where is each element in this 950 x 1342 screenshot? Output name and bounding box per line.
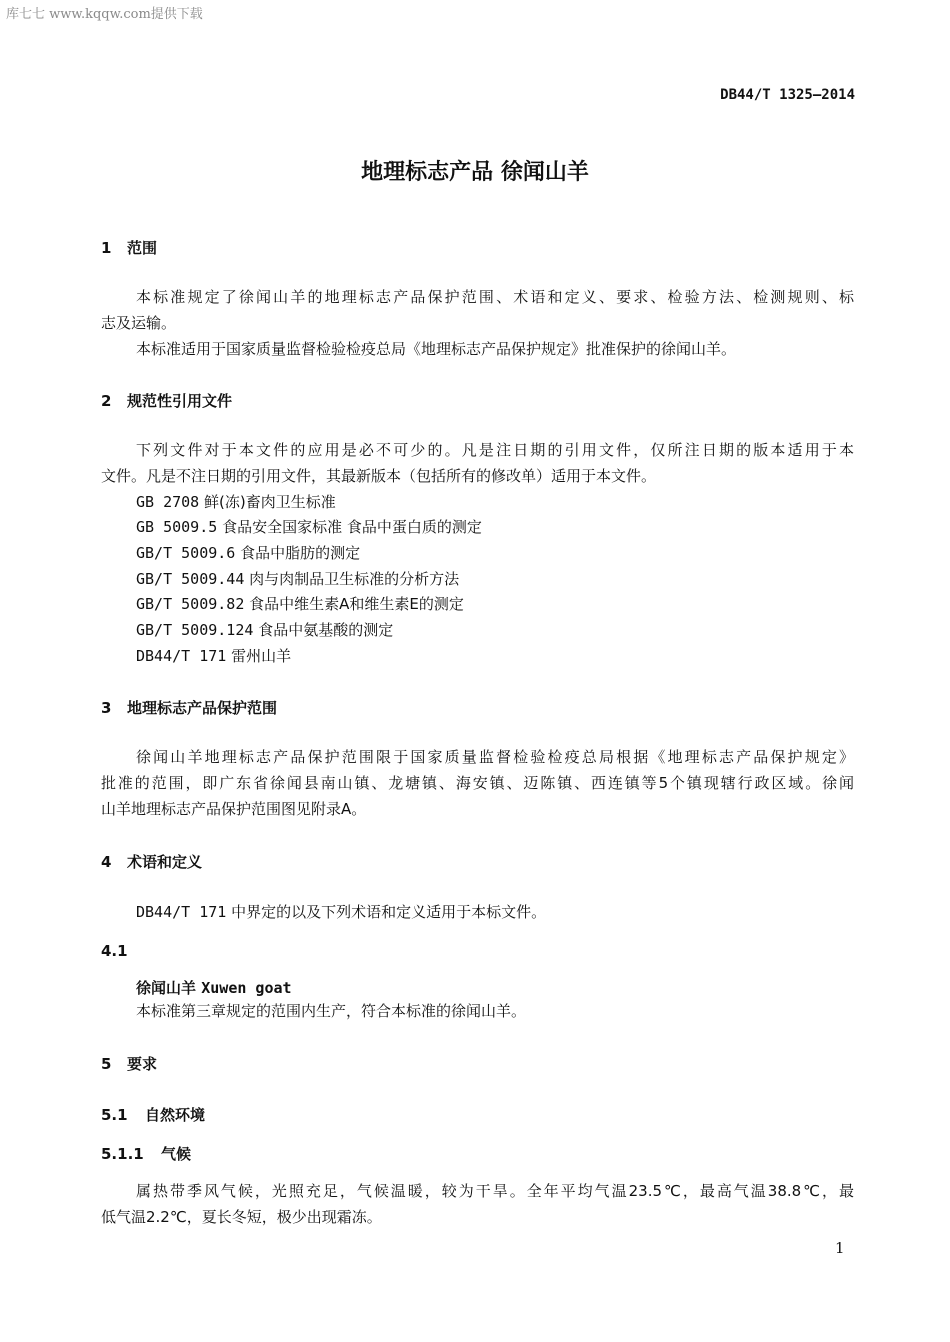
section-number: 2 bbox=[101, 392, 112, 410]
section-2-para-line-1: 下列文件对于本文件的应用是必不可少的。凡是注日期的引用文件，仅所注日期的版本适用于本 bbox=[136, 441, 854, 459]
section-title: 气候 bbox=[161, 1145, 192, 1163]
section-1-para-1-line-2: 志及运输。 bbox=[101, 314, 177, 332]
section-1-heading bbox=[101, 237, 157, 258]
reference-title: 肉与肉制品卫生标准的分析方法 bbox=[249, 570, 460, 588]
term-definition: 本标准第三章规定的范围内生产，符合本标准的徐闻山羊。 bbox=[136, 1002, 527, 1020]
section-title: 范围 bbox=[127, 239, 158, 257]
section-title: 自然环境 bbox=[145, 1106, 206, 1124]
section-5-para-line-1: 属热带季风气候，光照充足，气候温暖，较为干旱。全年平均气温23.5℃，最高气温38.8℃，最 bbox=[136, 1182, 854, 1200]
section-3-para-line-3: 山羊地理标志产品保护范围图见附录A。 bbox=[101, 800, 367, 818]
reference-title: 食品安全国家标准 食品中蛋白质的测定 bbox=[222, 518, 482, 536]
reference-item bbox=[136, 489, 336, 515]
reference-code: DB44/T 171 bbox=[136, 903, 227, 921]
section-number: 5.1.1 bbox=[101, 1145, 144, 1163]
reference-title: 鲜(冻)畜肉卫生标准 bbox=[204, 493, 336, 511]
section-4-heading bbox=[101, 851, 202, 872]
reference-title: 食品中氨基酸的测定 bbox=[258, 621, 394, 639]
reference-item bbox=[136, 566, 459, 592]
reference-code: GB/T 5009.82 bbox=[136, 595, 245, 613]
reference-code: GB/T 5009.6 bbox=[136, 544, 236, 562]
section-2-para-line-2: 文件。凡是不注日期的引用文件，其最新版本（包括所有的修改单）适用于本文件。 bbox=[101, 467, 657, 485]
watermark: 库七七 www.kqqw.com提供下载 bbox=[6, 7, 203, 22]
section-4-para bbox=[136, 899, 546, 925]
section-5-para-line-2: 低气温2.2℃，夏长冬短，极少出现霜冻。 bbox=[101, 1208, 382, 1226]
reference-item bbox=[136, 591, 464, 617]
reference-code: GB/T 5009.44 bbox=[136, 570, 245, 588]
term-english: Xuwen goat bbox=[201, 979, 292, 997]
term-entry bbox=[136, 977, 292, 998]
section-number: 3 bbox=[101, 699, 112, 717]
reference-item bbox=[136, 617, 393, 643]
section-number: 1 bbox=[101, 239, 112, 257]
reference-item bbox=[136, 643, 291, 669]
document-title: 地理标志产品 徐闻山羊 bbox=[361, 160, 589, 185]
section-4-para-text: 中界定的以及下列术语和定义适用于本标文件。 bbox=[231, 903, 547, 921]
reference-code: GB 2708 bbox=[136, 493, 200, 511]
subsection-4-1-number: 4.1 bbox=[101, 942, 128, 960]
reference-code: GB 5009.5 bbox=[136, 518, 218, 536]
reference-title: 食品中脂肪的测定 bbox=[240, 544, 361, 562]
section-2-heading bbox=[101, 390, 232, 411]
section-number: 5 bbox=[101, 1055, 112, 1073]
reference-item bbox=[136, 514, 482, 540]
section-3-para-line-2: 批准的范围，即广东省徐闻县南山镇、龙塘镇、海安镇、迈陈镇、西连镇等5个镇现辖行政区域。徐闻 bbox=[101, 774, 854, 792]
section-3-heading bbox=[101, 697, 277, 718]
subsection-5-1-1-heading bbox=[101, 1143, 191, 1164]
section-5-heading bbox=[101, 1053, 157, 1074]
page-number: 1 bbox=[835, 1239, 845, 1257]
section-title: 地理标志产品保护范围 bbox=[127, 699, 278, 717]
section-3-para-line-1: 徐闻山羊地理标志产品保护范围限于国家质量监督检验检疫总局根据《地理标志产品保护规定》 bbox=[136, 748, 854, 766]
section-number: 4 bbox=[101, 853, 112, 871]
section-title: 规范性引用文件 bbox=[127, 392, 233, 410]
section-1-para-2: 本标准适用于国家质量监督检验检疫总局《地理标志产品保护规定》批准保护的徐闻山羊。 bbox=[136, 340, 737, 358]
term-chinese: 徐闻山羊 bbox=[136, 979, 197, 997]
section-title: 术语和定义 bbox=[127, 853, 203, 871]
reference-code: GB/T 5009.124 bbox=[136, 621, 254, 639]
section-title: 要求 bbox=[127, 1055, 158, 1073]
section-number: 5.1 bbox=[101, 1106, 128, 1124]
reference-title: 雷州山羊 bbox=[231, 647, 292, 665]
reference-item bbox=[136, 540, 360, 566]
reference-code: DB44/T 171 bbox=[136, 647, 227, 665]
section-1-para-1-line-1: 本标准规定了徐闻山羊的地理标志产品保护范围、术语和定义、要求、检验方法、检测规则、标 bbox=[136, 288, 854, 306]
document-number: DB44/T 1325—2014 bbox=[720, 87, 855, 103]
subsection-5-1-heading bbox=[101, 1104, 205, 1125]
reference-title: 食品中维生素A和维生素E的测定 bbox=[249, 595, 464, 613]
